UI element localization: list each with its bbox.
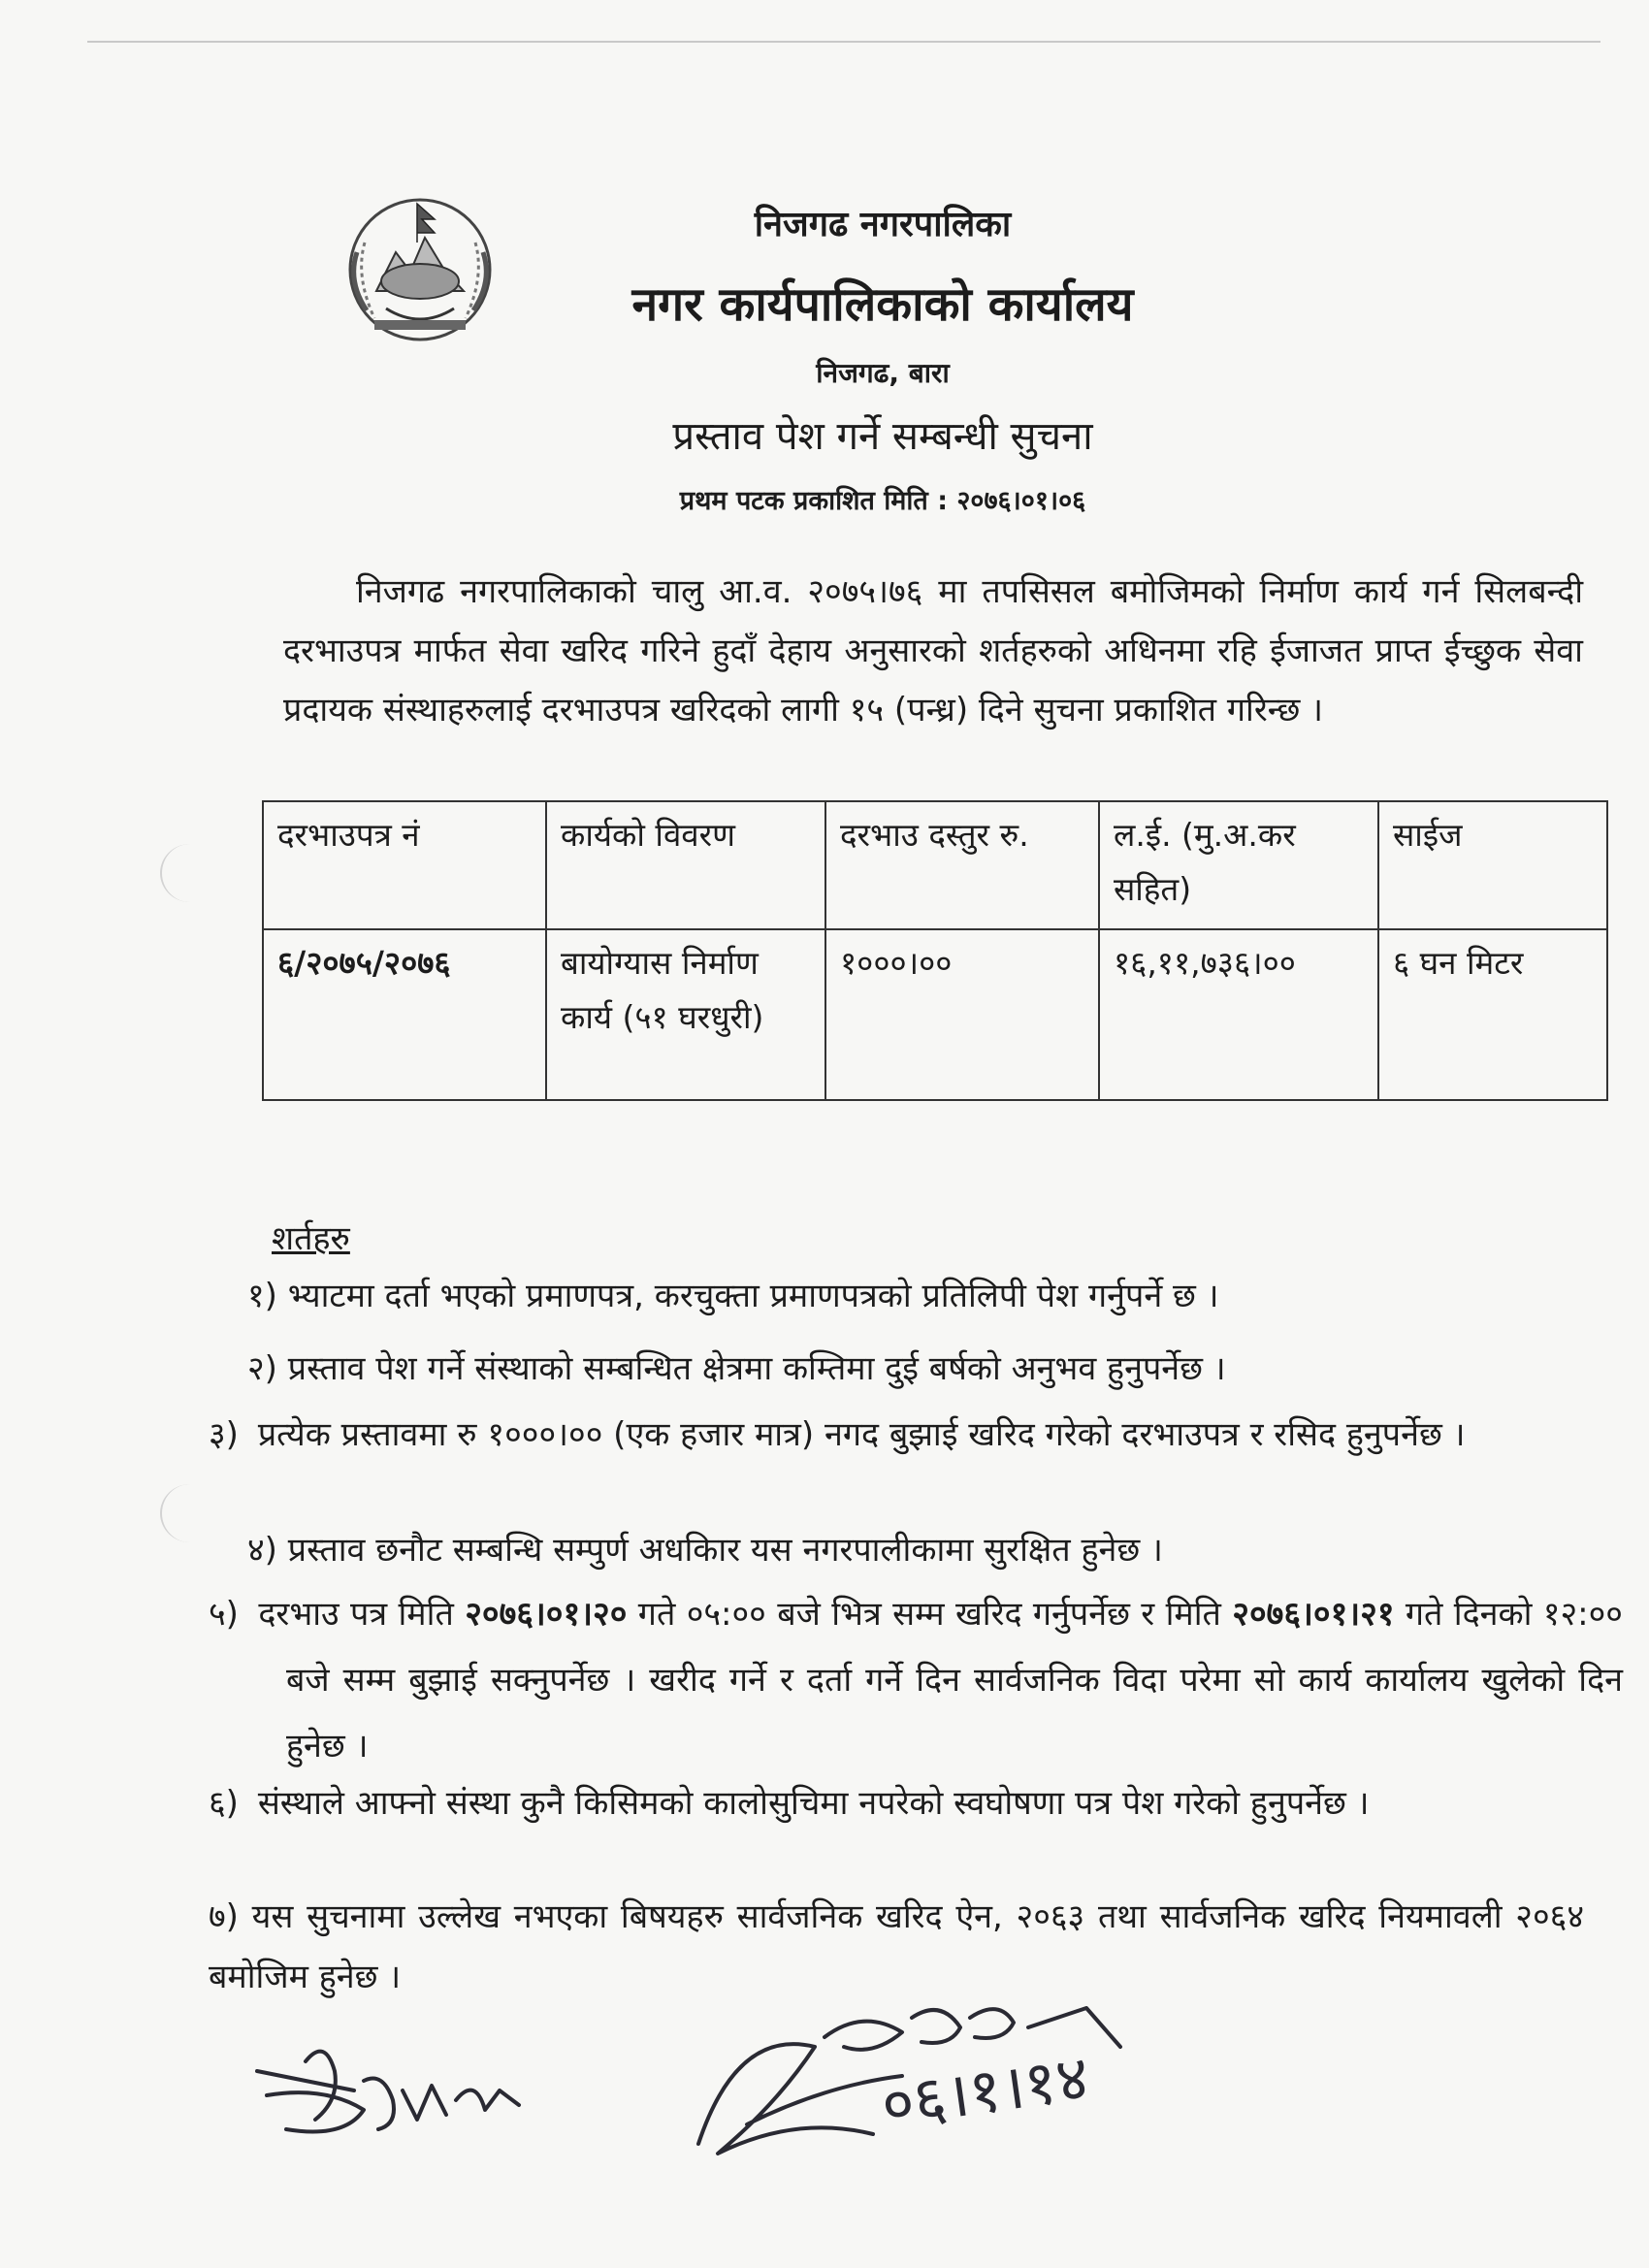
table-header-cell: ल.ई. (मु.अ.कर सहित) xyxy=(1099,801,1378,929)
term-text: प्रत्येक प्रस्तावमा रु १०००।०० (एक हजार मात्र) नगद बुझाई खरिद गरेको दरभाउपत्र र रसिद हुनुपर्नेछ । xyxy=(257,1415,1466,1454)
term-number: १) xyxy=(247,1277,277,1315)
term-number: २) xyxy=(247,1349,277,1388)
table-cell: बायोग्यास निर्माण कार्य (५१ घरधुरी) xyxy=(546,929,825,1100)
notice-title: प्रस्ताव पेश गर्ने सम्बन्धी सुचना xyxy=(672,414,1093,459)
table-cell: ६/२०७५/२०७६ xyxy=(263,929,546,1100)
tender-table xyxy=(262,800,1608,1101)
term-text: प्रस्ताव छनौट सम्बन्धि सम्पुर्ण अधकिार यस नगरपालीकामा सुरक्षित हुनेछ । xyxy=(287,1531,1163,1570)
term-text: भ्याटमा दर्ता भएको प्रमाणपत्र, करचुक्ता प्रमाणपत्रको प्रतिलिपी पेश गर्नुपर्ने छ । xyxy=(287,1277,1219,1315)
term-text: गते दिनको १२:०० बजे सम्म बुझाई सक्नुपर्नेछ । खरीद गर्ने र दर्ता गर्ने दिन सार्वजनिक विदा परेमा सो कार्य कार्यालय खुलेको दिन हुनेछ । xyxy=(286,1595,1623,1766)
table-header-row xyxy=(263,801,1607,929)
svg-text:०६।१।१४: ०६।१।१४ xyxy=(877,2042,1094,2143)
term-item xyxy=(247,1266,1605,1326)
office-address: निजगढ, बारा xyxy=(816,357,950,389)
table-row xyxy=(263,929,1607,1100)
table-header-cell: दरभाउ दस्तुर रु. xyxy=(825,801,1099,929)
hole-punch-mark xyxy=(160,844,220,902)
term-date: २०७६।०१।२१ xyxy=(1232,1595,1395,1634)
terms-heading: शर्तहरु xyxy=(272,1219,350,1258)
term-item: ५) दरभाउ पत्र मिति २०७६।०१।२० गते ०५:०० बजे भित्र सम्म खरिद गर्नुपर्नेछ र मिति २०७६।०१।२१ गते दिनको १२:०० बजे सम्म बुझाई सक्नुपर्नेछ । खरीद गर्ने र दर्ता गर्ने दिन सार्वजनिक विदा परेमा सो कार्य कार्यालय खुलेको दिन हुनेछ । xyxy=(209,1595,1623,1766)
term-item: ३) प्रत्येक प्रस्तावमा रु १०००।०० (एक हजार मात्र) नगद बुझाई खरिद गरेको दरभाउपत्र र रसिद हुनुपर्नेछ । xyxy=(209,1415,1466,1454)
intro-paragraph: निजगढ नगरपालिकाको चालु आ.व. २०७५।७६ मा तपसिसल बमोजिमको निर्माण कार्य गर्न सिलबन्दी दरभाउपत्र मार्फत सेवा खरिद गरिने हुदाँ देहाय अनुसारको शर्तहरुको अधिनमा रहि ईजाजत प्राप्त ईच्छुक सेवा प्रदायक संस्थाहरुलाई दरभाउपत्र खरिदको लागी १५ (पन्ध्र) दिने सुचना प्रकाशित गरिन्छ । xyxy=(283,572,1583,729)
hole-punch-mark xyxy=(160,1484,220,1542)
term-number: ४) xyxy=(247,1531,277,1570)
table-header-cell: दरभाउपत्र नं xyxy=(263,801,546,929)
term-text: दरभाउ पत्र मिति xyxy=(258,1595,454,1634)
term-number: ७) xyxy=(209,1897,239,1936)
table-cell: १०००।०० xyxy=(825,929,1099,1100)
municipality-name: निजगढ नगरपालिका xyxy=(754,205,1012,244)
table-header-cell: कार्यको विवरण xyxy=(546,801,825,929)
term-item xyxy=(247,1339,1605,1399)
table-cell: ६ घन मिटर xyxy=(1378,929,1607,1100)
top-divider xyxy=(87,41,1600,43)
term-item xyxy=(247,1520,1605,1580)
term-item: ६) संस्थाले आफ्नो संस्था कुनै किसिमको कालोसुचिमा नपरेको स्वघोषणा पत्र पेश गरेको हुनुपर्नेछ । xyxy=(209,1784,1370,1823)
table-cell: १६,११,७३६।०० xyxy=(1099,929,1378,1100)
table-header-cell: साईज xyxy=(1378,801,1607,929)
signature-left xyxy=(247,2032,538,2158)
term-text: प्रस्ताव पेश गर्ने संस्थाको सम्बन्धित क्षेत्रमा कम्तिमा दुई बर्षको अनुभव हुनुपर्नेछ । xyxy=(287,1349,1226,1388)
published-date: प्रथम पटक प्रकाशित मिति : २०७६।०१।०६ xyxy=(679,486,1086,516)
term-date: २०७६।०१।२० xyxy=(465,1595,628,1634)
office-name: नगर कार्यपालिकाको कार्यालय xyxy=(631,277,1134,332)
term-text: गते ०५:०० बजे भित्र सम्म खरिद गर्नुपर्नेछ र मिति xyxy=(637,1595,1221,1634)
term-text: संस्थाले आफ्नो संस्था कुनै किसिमको कालोसुचिमा नपरेको स्वघोषणा पत्र पेश गरेको हुनुपर्नेछ । xyxy=(257,1784,1370,1823)
signature-right xyxy=(679,1989,1145,2183)
term-text: यस सुचनामा उल्लेख नभएका बिषयहरु सार्वजनिक खरिद ऐन, २०६३ तथा सार्वजनिक खरिद नियमावली २०६४ बमोजिम हुनेछ । xyxy=(209,1897,1585,1996)
